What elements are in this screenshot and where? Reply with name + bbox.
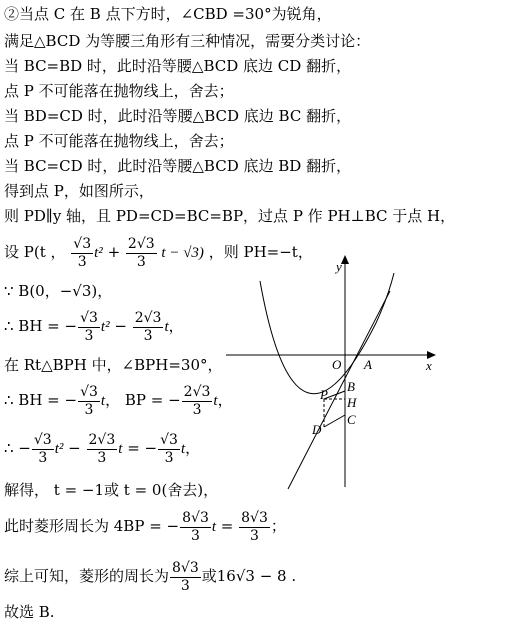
frac-8sqrt3-over-3: $\frac{8√3}{3}$	[182, 509, 209, 544]
line-18: 综上可知，菱形的周长为 $\frac{8√3}{3}$ 或16√3 − 8 .	[4, 559, 297, 594]
line-4: 点 P 不可能落在抛物线上，舍去；	[4, 82, 234, 100]
frac-8sqrt3-over-3: $\frac{8√3}{3}$	[172, 559, 199, 594]
label-y: y	[336, 259, 342, 274]
y-axis-arrow	[341, 255, 349, 264]
frac-2sqrt3-over-3: $\frac{2√3}{3}$	[127, 235, 155, 270]
frac-sqrt3-over-3: $\frac{√3}{3}$	[80, 309, 98, 344]
frac-sqrt3-over-3: $\frac{√3}{3}$	[33, 431, 52, 466]
label-h: H	[347, 395, 357, 410]
line-7: 当 BC=CD 时，此时沿等腰△BCD 底边 BD 翻折，	[4, 157, 352, 175]
line-13: 在 Rt△BPH 中，∠BPH=30°，	[4, 356, 223, 374]
label-b: B	[347, 379, 355, 394]
line-11: ∵ B(0，−√3)，	[4, 282, 113, 300]
line-14: ∴ BH = − $\frac{√3}{3}$ t， BP = − $\frac{2√3}{3}$ t，	[4, 383, 233, 418]
line-3: 当 BC=BD 时，此时沿等腰△BCD 底边 CD 翻折，	[4, 57, 352, 75]
line-abc	[288, 291, 390, 489]
label-p: P	[320, 387, 328, 402]
line-1: ②当点 C 在 B 点下方时，∠CBD =30°为锐角，	[4, 5, 332, 23]
frac-8sqrt3-over-3: $\frac{8√3}{3}$	[241, 509, 268, 544]
dc-segment	[324, 415, 345, 427]
line-17: 此时菱形周长为 4BP = − $\frac{8√3}{3}$ t = $\frac{8√3}{3}$ ；	[4, 509, 286, 544]
geometry-figure	[226, 253, 441, 493]
parabola	[260, 273, 394, 394]
line-19: 故选 B.	[4, 603, 55, 621]
frac-sqrt3-over-3: $\frac{√3}{3}$	[73, 235, 92, 270]
label-a: A	[364, 357, 372, 372]
label-c: C	[347, 412, 356, 427]
line-9: 则 PD∥y 轴，且 PD=CD=BC=BP，过点 P 作 PH⊥BC 于点 H，	[4, 207, 456, 225]
line-10: 设 P(t ， $\frac{√3}{3}$ t² + $\frac{2√3}{3}$ t − √3) ，则 PH=−t，	[4, 235, 313, 270]
label-d: D	[312, 422, 322, 437]
frac-sqrt3-over-3: $\frac{√3}{3}$	[80, 383, 98, 418]
line-10-pre: 设 P(t ，	[4, 243, 66, 261]
label-x: x	[426, 358, 432, 373]
line-12: ∴ BH = − $\frac{√3}{3}$ t² − $\frac{2√3}{3}$ t，	[4, 309, 184, 344]
line-10-post: ，则 PH=−t，	[208, 243, 313, 261]
frac-2sqrt3-over-3: $\frac{2√3}{3}$	[134, 309, 162, 344]
line-5: 当 BD=CD 时，此时沿等腰△BCD 底边 BC 翻折，	[4, 107, 352, 125]
frac-2sqrt3-over-3: $\frac{2√3}{3}$	[183, 383, 211, 418]
line-16: 解得， t = −1或 t = 0(舍去)，	[4, 481, 219, 499]
frac-2sqrt3-over-3: $\frac{2√3}{3}$	[88, 431, 116, 466]
line-8: 得到点 P，如图所示，	[4, 182, 154, 200]
frac-sqrt3-over-3: $\frac{√3}{3}$	[160, 431, 178, 466]
line-6: 点 P 不可能落在抛物线上，舍去；	[4, 132, 234, 150]
line-15: ∴ − $\frac{√3}{3}$ t² − $\frac{2√3}{3}$ t = − $\frac{√3}{3}$ t，	[4, 431, 201, 466]
label-o: O	[332, 357, 342, 372]
line-2: 满足△BCD 为等腰三角形有三种情况，需要分类讨论：	[4, 32, 371, 50]
